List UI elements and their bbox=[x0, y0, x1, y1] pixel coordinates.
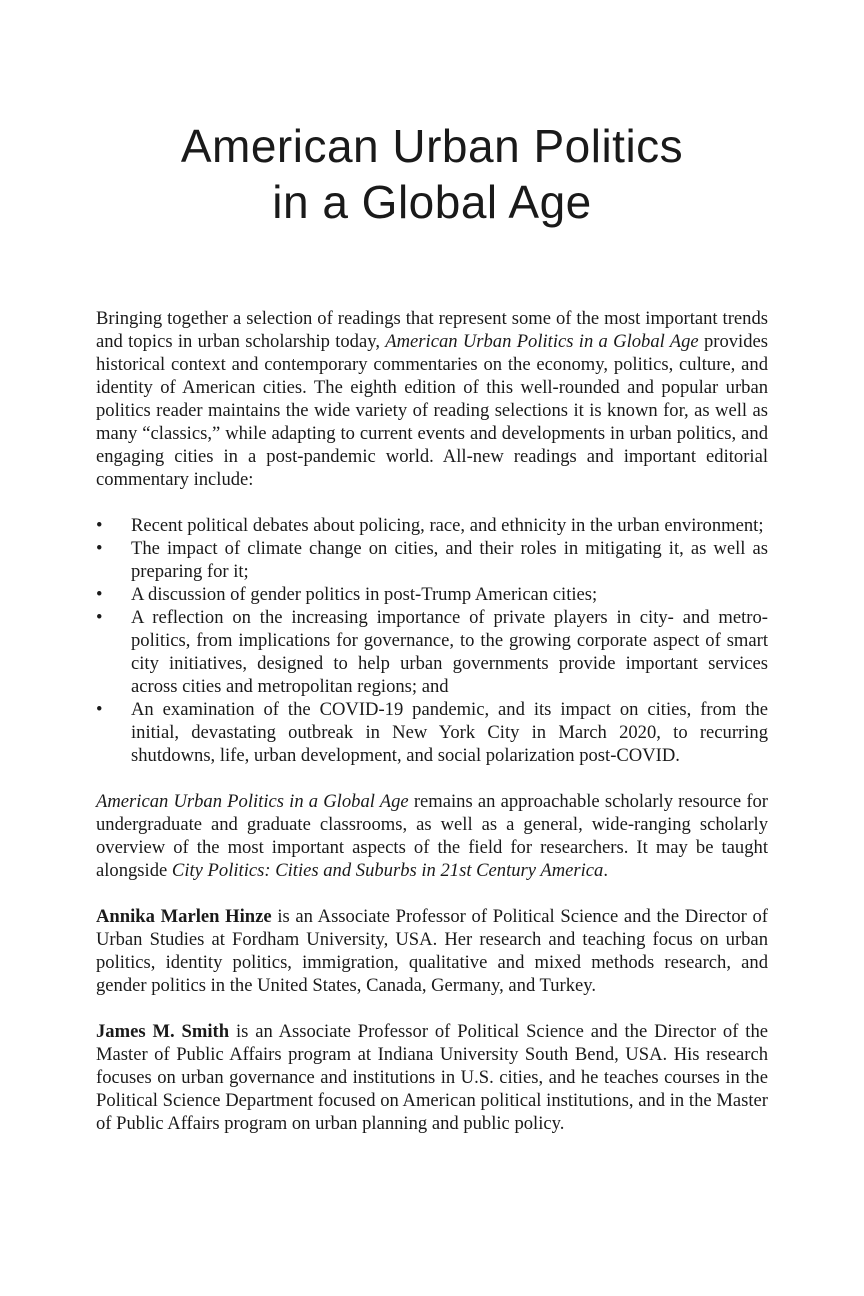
author-name: James M. Smith bbox=[96, 1021, 230, 1042]
list-item-text: A reflection on the increasing importance of private players in city- and metro-politics, from implications for governance, to the growing corporate aspect of smart city initiatives, designed to help urban governments provide important services across cities and metropolitan regions; and bbox=[131, 607, 768, 697]
intro-paragraph bbox=[96, 307, 768, 491]
list-item-text: A discussion of gender politics in post-Trump American cities; bbox=[131, 584, 598, 605]
list-item-text: Recent political debates about policing, race, and ethnicity in the urban environment; bbox=[131, 515, 764, 536]
bullet-icon: • bbox=[96, 515, 103, 536]
blurb-body bbox=[96, 307, 768, 1158]
bullet-icon: • bbox=[96, 699, 103, 720]
closing-book-title: American Urban Politics in a Global Age bbox=[96, 791, 409, 812]
author-bio-text: is an Associate Professor of Political Science and the Director of the Master of Public Affairs program at Indiana University South Bend, USA. His research focuses on urban governance and institutions in U.S. cities, and he teaches courses in the Political Science Department focused on American political institutions, and in the Master of Public Affairs program on urban planning and public policy. bbox=[96, 1021, 768, 1134]
bullet-icon: • bbox=[96, 607, 103, 628]
topics-list bbox=[96, 514, 768, 767]
closing-text-2: . bbox=[603, 860, 609, 881]
title-line-2: in a Global Age bbox=[272, 176, 592, 228]
list-item bbox=[96, 583, 768, 606]
author-bio-smith bbox=[96, 1020, 768, 1135]
author-bio-text: is an Associate Professor of Political Science and the Director of Urban Studies at Fordham University, USA. Her research and teaching focus on urban politics, identity politics, immigration, qualitative and mixed methods research, and gender politics in the United States, Canada, Germany, and Turkey. bbox=[96, 906, 768, 996]
title-line-1: American Urban Politics bbox=[180, 120, 684, 172]
book-title bbox=[96, 118, 768, 230]
companion-book-title: City Politics: Cities and Suburbs in 21st Century America bbox=[171, 860, 604, 881]
bullet-icon: • bbox=[96, 538, 103, 559]
bullet-icon: • bbox=[96, 584, 103, 605]
intro-book-title: American Urban Politics in a Global Age bbox=[385, 331, 699, 352]
list-item bbox=[96, 514, 768, 537]
list-item bbox=[96, 698, 768, 767]
closing-text-1: remains an approachable scholarly resource for undergraduate and graduate classrooms, as well as a general, wide-ranging scholarly overview of the most important aspects of the field for researchers. It may be taught alongside bbox=[96, 791, 768, 881]
author-name: Annika Marlen Hinze bbox=[96, 906, 272, 927]
list-item bbox=[96, 606, 768, 698]
author-bio-hinze bbox=[96, 905, 768, 997]
intro-text-1: Bringing together a selection of readings that represent some of the most important trends and topics in urban scholarship today, bbox=[96, 308, 768, 352]
list-item-text: An examination of the COVID-19 pandemic, and its impact on cities, from the initial, devastating outbreak in New York City in March 2020, to recurring shutdowns, life, urban development, and social polarization post-COVID. bbox=[131, 699, 768, 766]
intro-text-2: provides historical context and contemporary commentaries on the economy, politics, culture, and identity of American cities. The eighth edition of this well-rounded and popular urban politics reader maintains the wide variety of reading selections it is known for, as well as many “classics,” while adapting to current events and developments in urban politics, and engaging cities in a post-pandemic world. All-new readings and important editorial commentary include: bbox=[96, 331, 768, 490]
closing-paragraph bbox=[96, 790, 768, 882]
list-item bbox=[96, 537, 768, 583]
list-item-text: The impact of climate change on cities, and their roles in mitigating it, as well as preparing for it; bbox=[131, 538, 768, 582]
